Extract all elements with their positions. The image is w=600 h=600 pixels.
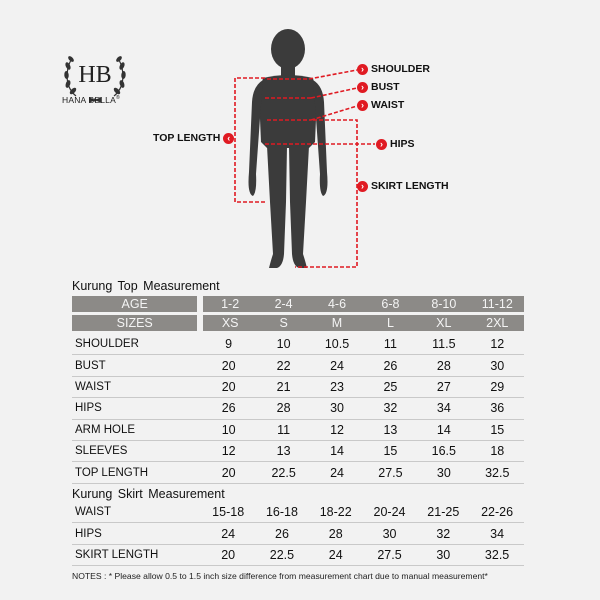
value-cell: 27.5 [363,544,417,565]
chevron-right-icon: › [376,139,387,150]
row-label: BUST [72,355,200,376]
size-cell: S [257,314,310,333]
top-table-title: Kurung Top Measurement [72,279,220,293]
callout-skirt-length: › SKIRT LENGTH [357,180,449,192]
callout-bust: › BUST [357,81,400,93]
row-label: WAIST [72,376,200,397]
callout-shoulder: › SHOULDER [357,63,430,75]
table-row [72,376,524,397]
value-cell: 10.5 [310,333,363,355]
value-cell: 36 [471,398,524,419]
value-cell: 12 [310,419,363,440]
row-label: HIPS [72,523,201,544]
row-label: WAIST [72,502,201,523]
value-cell: 14 [310,440,363,461]
value-cell: 26 [364,355,417,376]
value-cell: 30 [417,462,470,483]
age-cell: 1-2 [200,296,257,314]
value-cell: 20 [200,376,257,397]
value-cell: 21 [257,376,310,397]
value-cell: 15 [471,419,524,440]
size-cell: XS [200,314,257,333]
value-cell: 27.5 [364,462,417,483]
notes-text: NOTES : * Please allow 0.5 to 1.5 inch size difference from measurement chart due to manual measurement* [72,571,488,581]
table-row [72,523,524,544]
row-label: HIPS [72,398,200,419]
value-cell: 28 [417,355,470,376]
value-cell: 34 [417,398,470,419]
value-cell: 16.5 [417,440,470,461]
size-cell: 2XL [471,314,524,333]
value-cell: 22-26 [470,502,524,523]
age-header-row [72,296,524,314]
value-cell: 22.5 [257,462,310,483]
age-label: AGE [72,296,200,314]
chevron-right-icon: › [357,181,368,192]
chevron-right-icon: › [357,64,368,75]
size-cell: M [310,314,363,333]
skirt-table-title: Kurung Skirt Measurement [72,487,225,501]
value-cell: 18 [471,440,524,461]
value-cell: 13 [364,419,417,440]
value-cell: 22.5 [255,544,309,565]
table-row [72,502,524,523]
value-cell: 11 [364,333,417,355]
value-cell: 21-25 [416,502,470,523]
value-cell: 20 [201,544,255,565]
table-row [72,355,524,376]
age-cell: 11-12 [471,296,524,314]
value-cell: 25 [364,376,417,397]
value-cell: 20-24 [363,502,417,523]
age-cell: 8-10 [417,296,470,314]
table-row [72,440,524,461]
value-cell: 12 [471,333,524,355]
callout-top-length: TOP LENGTH ‹ [153,132,234,144]
table-row [72,333,524,355]
value-cell: 11.5 [417,333,470,355]
size-cell: XL [417,314,470,333]
table-row [72,462,524,483]
value-cell: 23 [310,376,363,397]
sizes-header-row [72,314,524,333]
value-cell: 28 [309,523,363,544]
row-label: ARM HOLE [72,419,200,440]
value-cell: 26 [255,523,309,544]
value-cell: 20 [200,462,257,483]
value-cell: 12 [200,440,257,461]
value-cell: 24 [310,355,363,376]
value-cell: 28 [257,398,310,419]
value-cell: 27 [417,376,470,397]
sizes-label: SIZES [72,314,200,333]
value-cell: 30 [471,355,524,376]
value-cell: 13 [257,440,310,461]
chevron-right-icon: › [357,82,368,93]
value-cell: 32 [416,523,470,544]
skirt-measurement-table [72,502,524,566]
value-cell: 22 [257,355,310,376]
value-cell: 14 [417,419,470,440]
table-row [72,398,524,419]
child-silhouette [249,29,328,268]
value-cell: 24 [201,523,255,544]
value-cell: 20 [200,355,257,376]
value-cell: 11 [257,419,310,440]
value-cell: 32.5 [471,462,524,483]
brand-name: HANA BELLA® [62,95,120,105]
value-cell: 16-18 [255,502,309,523]
value-cell: 24 [310,462,363,483]
value-cell: 24 [309,544,363,565]
value-cell: 30 [363,523,417,544]
chevron-left-icon: ‹ [223,133,234,144]
age-cell: 4-6 [310,296,363,314]
row-label: SHOULDER [72,333,200,355]
value-cell: 32 [364,398,417,419]
value-cell: 15 [364,440,417,461]
row-label: SKIRT LENGTH [72,544,201,565]
value-cell: 26 [200,398,257,419]
table-row [72,419,524,440]
value-cell: 29 [471,376,524,397]
table-row [72,544,524,565]
value-cell: 10 [200,419,257,440]
callout-hips: › HIPS [376,138,415,150]
row-label: TOP LENGTH [72,462,200,483]
top-measurement-table [72,296,524,484]
value-cell: 30 [310,398,363,419]
row-label: SLEEVES [72,440,200,461]
age-cell: 6-8 [364,296,417,314]
logo-monogram: HB [78,62,112,88]
size-cell: L [364,314,417,333]
value-cell: 15-18 [201,502,255,523]
chevron-right-icon: › [357,100,368,111]
value-cell: 32.5 [470,544,524,565]
callout-waist: › WAIST [357,99,404,111]
value-cell: 34 [470,523,524,544]
value-cell: 30 [416,544,470,565]
value-cell: 10 [257,333,310,355]
value-cell: 9 [200,333,257,355]
age-cell: 2-4 [257,296,310,314]
value-cell: 18-22 [309,502,363,523]
